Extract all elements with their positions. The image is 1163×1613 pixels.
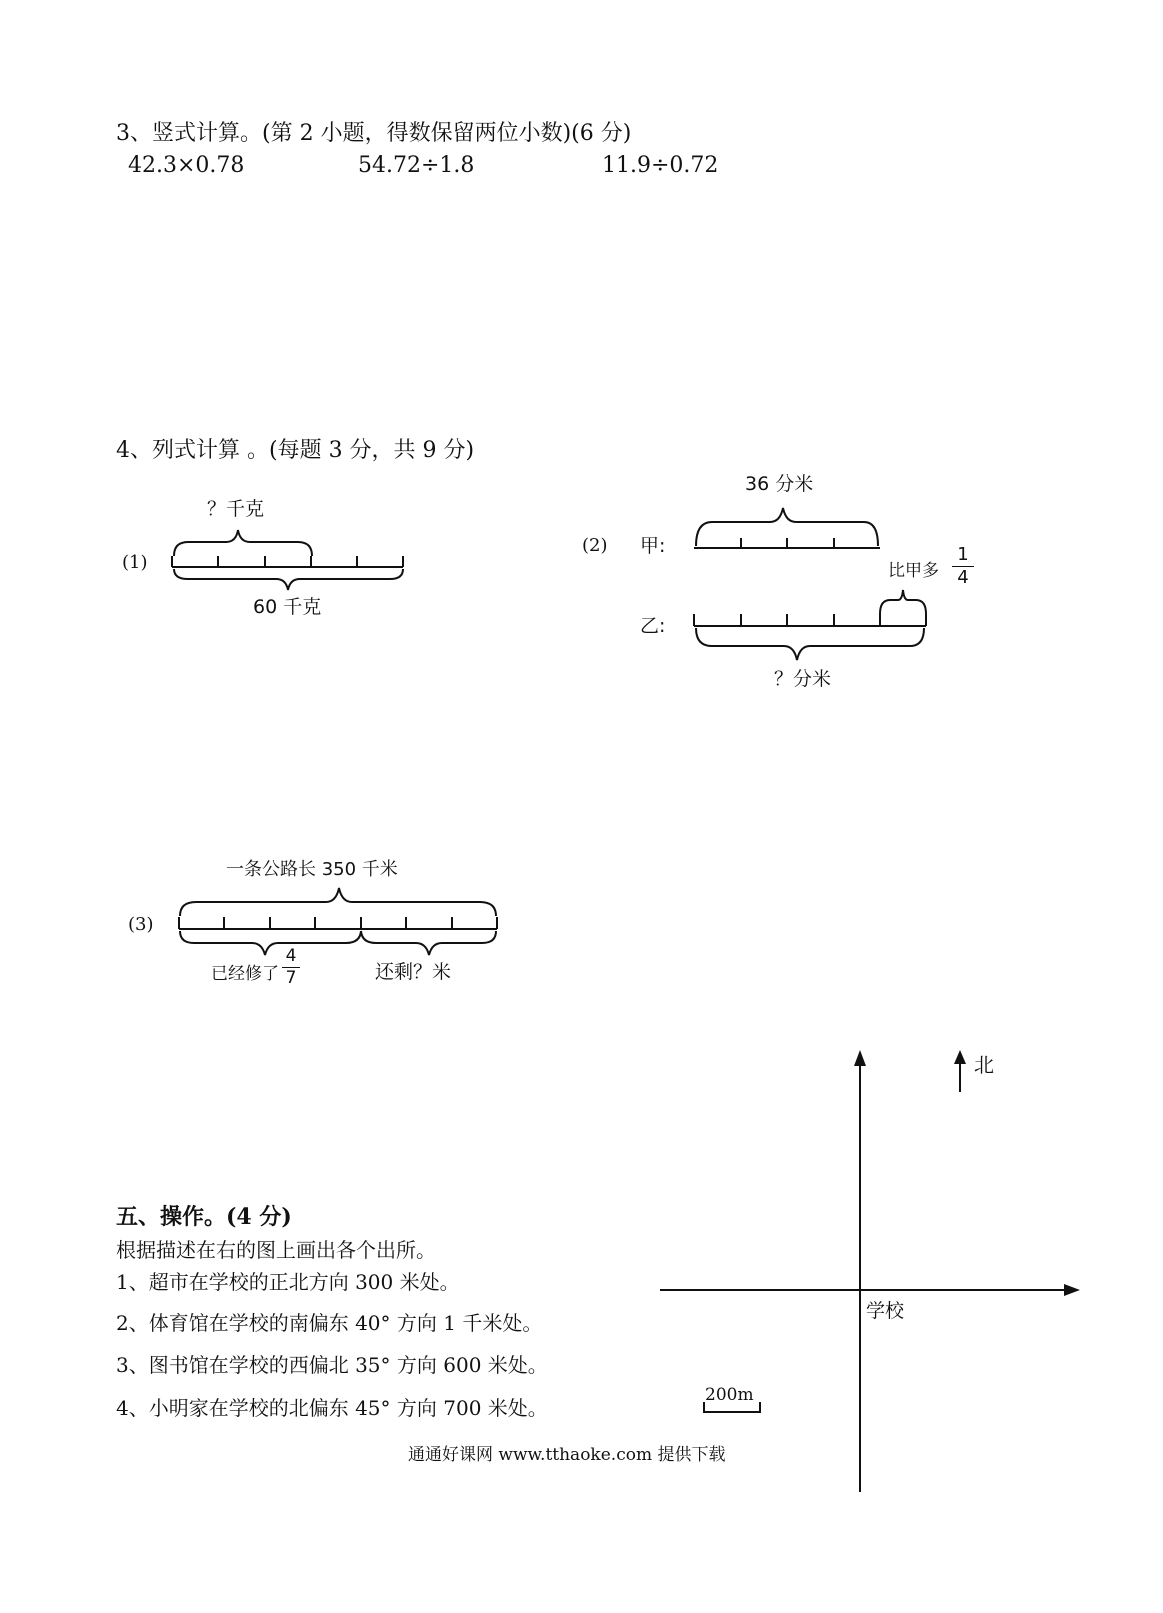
q5-title: 五、操作。(4 分) [116, 1204, 292, 1230]
q3-problem-3: 11.9÷0.72 [602, 153, 719, 178]
p2-more-fraction [952, 546, 974, 587]
coordinate-axes [660, 1062, 1070, 1492]
p2-frac-den: 4 [957, 567, 969, 588]
q5-item-3: 3、图书馆在学校的西偏北 35° 方向 600 米处。 [116, 1353, 548, 1377]
p2-more-text: 比甲多 [888, 561, 939, 581]
p1-label: (1) [122, 552, 148, 573]
p1-bottom-text: 60 千克 [253, 596, 322, 618]
p3-remain-text: 还剩？米 [375, 961, 452, 983]
p3-frac-num: 4 [285, 946, 297, 966]
q3-problem-1: 42.3×0.78 [128, 153, 245, 178]
x-axis-arrowhead [1064, 1284, 1080, 1296]
diagram-2-yi [694, 590, 926, 660]
q5-item-1: 1、超市在学校的正北方向 300 米处。 [116, 1270, 460, 1294]
p3-repaired-fraction [282, 948, 300, 987]
north-label: 北 [974, 1053, 994, 1077]
p2-label: (2) [582, 535, 608, 556]
q3-problem-2: 54.72÷1.8 [358, 153, 475, 178]
p2-top-text: 36 分米 [745, 473, 814, 495]
diagram-1 [172, 530, 403, 590]
origin-label: 学校 [866, 1300, 905, 1322]
q5-item-4: 4、小明家在学校的北偏东 45° 方向 700 米处。 [116, 1396, 548, 1420]
p3-frac-den: 7 [285, 968, 297, 988]
p3-repaired-text: 已经修了 [211, 964, 279, 984]
p2-jia-label: 甲: [640, 535, 666, 557]
north-arrowhead [954, 1050, 966, 1064]
p3-label: (3) [128, 914, 154, 935]
scale-label: 200m [705, 1385, 754, 1405]
p2-bottom-text: ？分米 [774, 668, 832, 690]
diagram-3 [179, 888, 497, 955]
p1-top-text: ？千克 [207, 498, 265, 520]
p2-yi-label: 乙: [640, 615, 666, 637]
q3-title: 3、竖式计算。(第 2 小题，得数保留两位小数)(6 分) [116, 121, 632, 146]
q4-title: 4、列式计算 。(每题 3 分，共 9 分) [116, 438, 475, 463]
y-axis-arrowhead [854, 1050, 866, 1066]
p3-top-text: 一条公路长 350 千米 [226, 859, 398, 880]
q5-instruction: 根据描述在右的图上画出各个出所。 [116, 1238, 436, 1262]
q5-item-2: 2、体育馆在学校的南偏东 40° 方向 1 千米处。 [116, 1311, 543, 1335]
p2-frac-num: 1 [957, 544, 969, 565]
footer-text: 通通好课网 www.tthaoke.com 提供下载 [408, 1445, 726, 1465]
diagram-2-jia [694, 508, 880, 548]
